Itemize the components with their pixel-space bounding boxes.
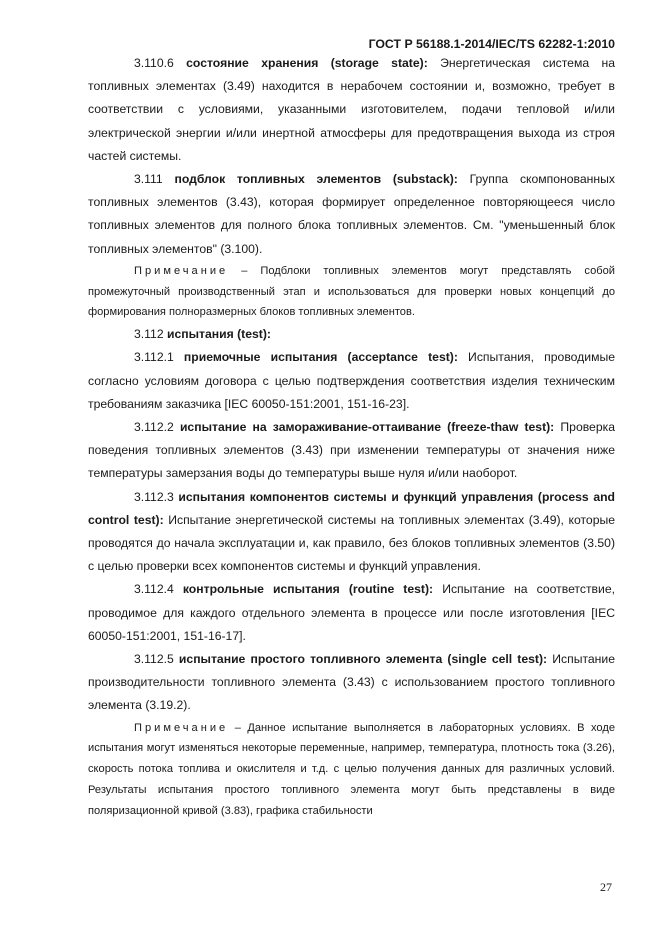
entry-number: 3.112.3 [134, 489, 174, 504]
note-substack [88, 261, 615, 323]
entry-3-112-3 [88, 486, 615, 579]
note-single-cell-test [88, 718, 615, 822]
entry-number: 3.112.1 [134, 350, 174, 365]
entry-3-112-1 [88, 346, 615, 416]
entry-term: контрольные испытания (routine test): [182, 582, 434, 597]
entry-3-111 [88, 168, 615, 261]
entry-text: Испытание на соответствие, проводимое для каждого отдельного элемента в процессе или после изготовления [IEC 60050-151:2001, 151-16-17]. [88, 582, 616, 643]
entry-3-110-6 [88, 52, 615, 168]
entry-number: 3.112.2 [134, 420, 174, 435]
entry-text: Испытание энергетической системы на топливных элементах (3.49), которые проводятся до начала эксплуатации и, как правило, без блоков топливных элементов (3.50) с целью проверки всех компонентов системы и функций управления. [88, 512, 616, 574]
entry-3-112-2 [88, 416, 615, 486]
entry-text: Проверка поведения топливных элементов (3.43) при изменении температуры от значения ниже температуры замерзания воды до температуры выше нуля и/или наоборот. [88, 420, 615, 481]
entry-text: Испытания, проводимые согласно условиям договора с целью подтверждения соответствия изделия техническим требованиям заказчика [IEC 60050-151:2001, 151-16-23]. [88, 350, 616, 411]
entry-term: испытания (test): [166, 327, 271, 342]
entry-3-112-4 [88, 578, 615, 648]
entry-number: 3.111 [134, 172, 163, 187]
page-number: 27 [600, 880, 612, 894]
entry-number: 3.112 [134, 327, 164, 342]
entry-3-112-5 [88, 648, 615, 718]
entry-text: Энергетическая система на топливных элементах (3.49) находится в нерабочем состоянии и, возможно, требует в соответствии с условиями, указанными изготовителем, подачи тепловой и/или электрической энергии и/или инертной атмосферы для предотвращения выхода из строя частей системы. [88, 56, 616, 163]
entry-3-112 [88, 323, 615, 346]
entry-term: испытание на замораживание-оттаивание (freeze-thaw test): [179, 420, 555, 435]
note-label: Примечание [134, 721, 229, 734]
entry-term: подблок топливных элементов (substack): [174, 172, 458, 187]
note-text: – Данное испытание выполняется в лабораторных условиях. В ходе испытания могут изменяться некоторые переменные, например, температура, плотность тока (3.26), скорость потока топлива и окислителя и т.д. с целью получения данных для различных условий. Результаты испытания простого топливного элемента могут быть представлены в виде поляризационной кривой (3.83), графика стабильности [88, 721, 615, 817]
entry-term: приемочные испытания (acceptance test): [183, 350, 458, 365]
entry-term: испытания компонентов системы и функций управления (process and control test): [88, 489, 615, 527]
entry-term: состояние хранения (storage state): [186, 56, 428, 70]
document-header: ГОСТ Р 56188.1-2014/IEC/TS 62282-1:2010 [368, 37, 615, 51]
entry-text: Испытание производительности топливного элемента (3.43) с использованием простого топливного элемента (3.19.2). [88, 652, 616, 713]
entry-number: 3.110.6 [134, 56, 174, 70]
note-text: – Подблоки топливных элементов могут представлять собой промежуточный производственный этап и использоваться для проверки новых концепций до формирования полноразмерных блоков топливных элементов. [88, 264, 615, 319]
entry-text: Группа скомпонованных топливных элементов (3.43), которая формирует определенное повторяющееся число топливных элементов для полного блока топливных элементов. См. "уменьшенный блок топливных элементов" (3.100). [88, 172, 615, 256]
entry-number: 3.112.4 [134, 582, 174, 597]
entry-number: 3.112.5 [134, 652, 174, 667]
document-body [88, 52, 615, 822]
note-label: Примечание [134, 264, 229, 277]
entry-term: испытание простого топливного элемента (single cell test): [178, 652, 548, 667]
